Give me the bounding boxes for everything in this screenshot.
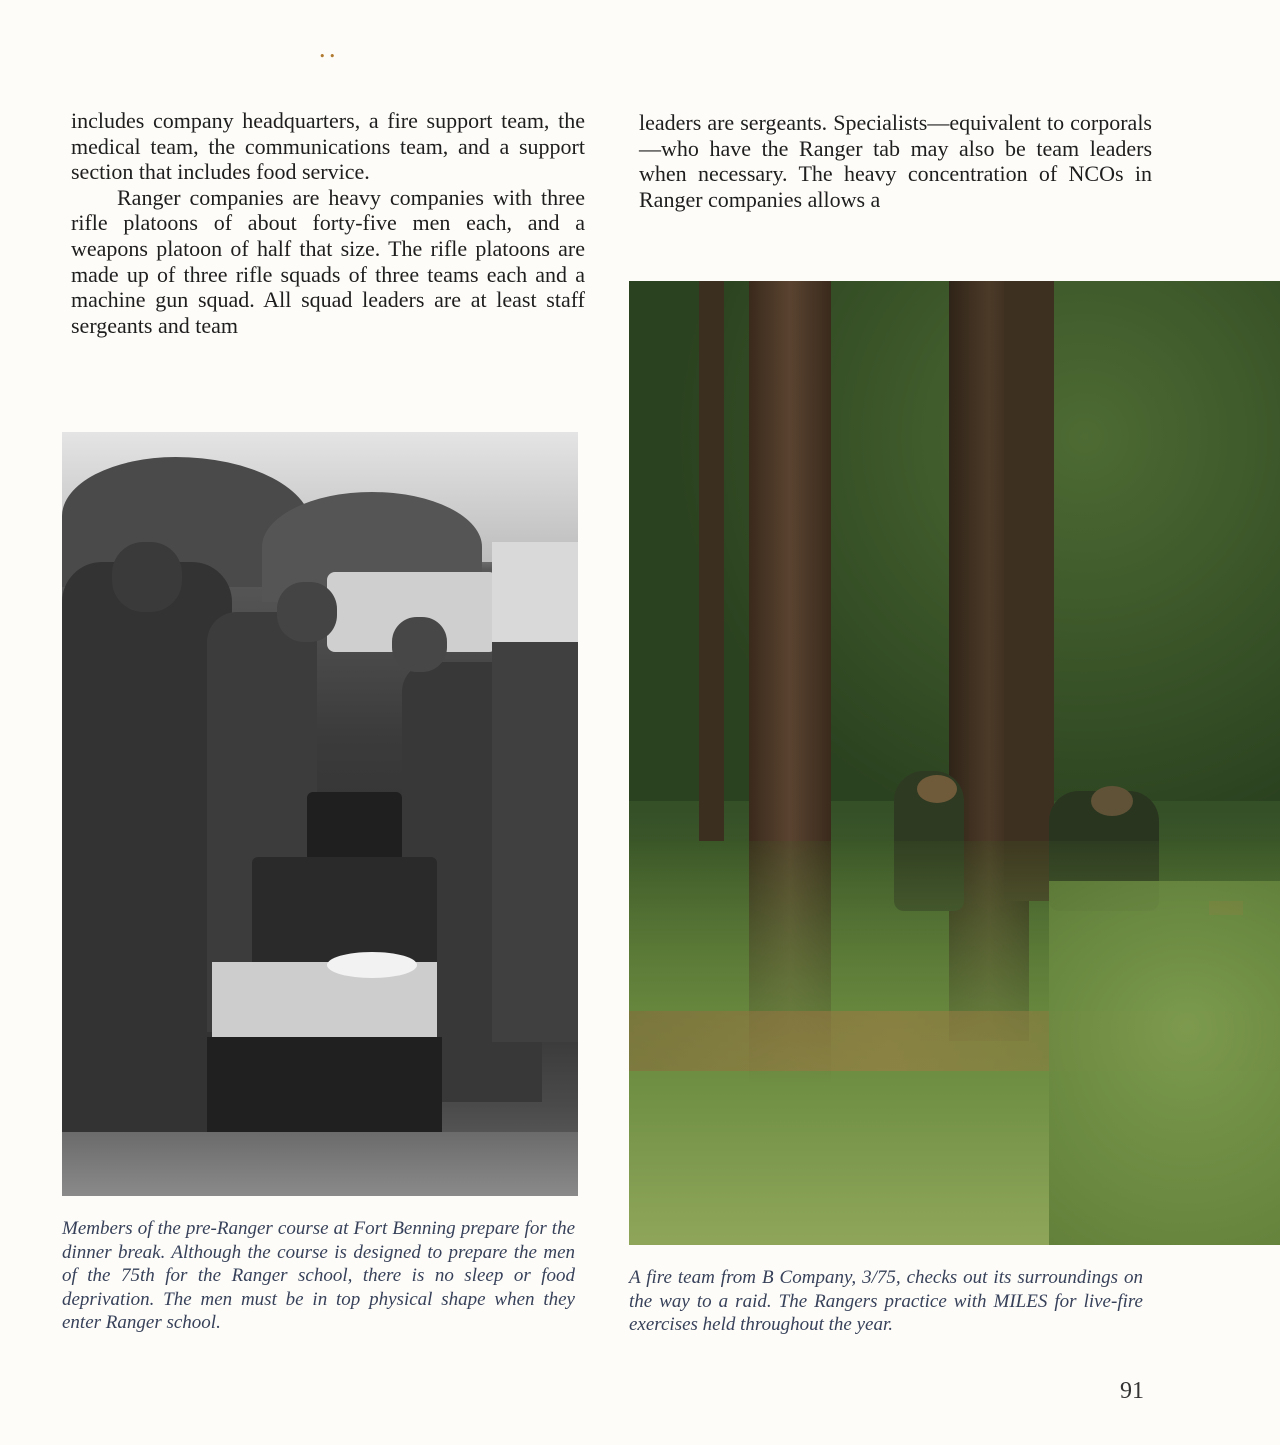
print-speck: • • <box>319 50 336 63</box>
page-number: 91 <box>1120 1378 1144 1404</box>
fire-team-forest-photo <box>629 281 1280 1245</box>
right-paragraph-1: leaders are sergeants. Specialists—equivalent to corporals—who have the Ranger tab may also be team leaders when necessary. The heavy concentration of NCOs in Ranger companies allows a <box>639 110 1152 212</box>
pre-ranger-course-photo <box>62 432 578 1196</box>
left-photo-caption: Members of the pre-Ranger course at Fort Benning prepare for the dinner break. Although the course is designed to prepare the men of the 75th for the Ranger school, there is no sleep or food deprivation. The men must be in top physical shape when they enter Ranger school. <box>62 1218 575 1333</box>
right-text-column <box>639 110 1152 212</box>
left-text-column <box>71 108 585 338</box>
left-paragraph-1: includes company headquarters, a fire support team, the medical team, the communications team, and a support section that includes food service. <box>71 108 585 185</box>
left-paragraph-2: Ranger companies are heavy companies with three rifle platoons of about forty-five men each, and a weapons platoon of half that size. The rifle platoons are made up of three rifle squads of three teams each and a machine gun squad. All squad leaders are at least staff sergeants and team <box>71 184 585 338</box>
right-photo-caption: A fire team from B Company, 3/75, checks out its surroundings on the way to a raid. The Rangers practice with MILES for live-fire exercises held throughout the year. <box>629 1267 1143 1335</box>
